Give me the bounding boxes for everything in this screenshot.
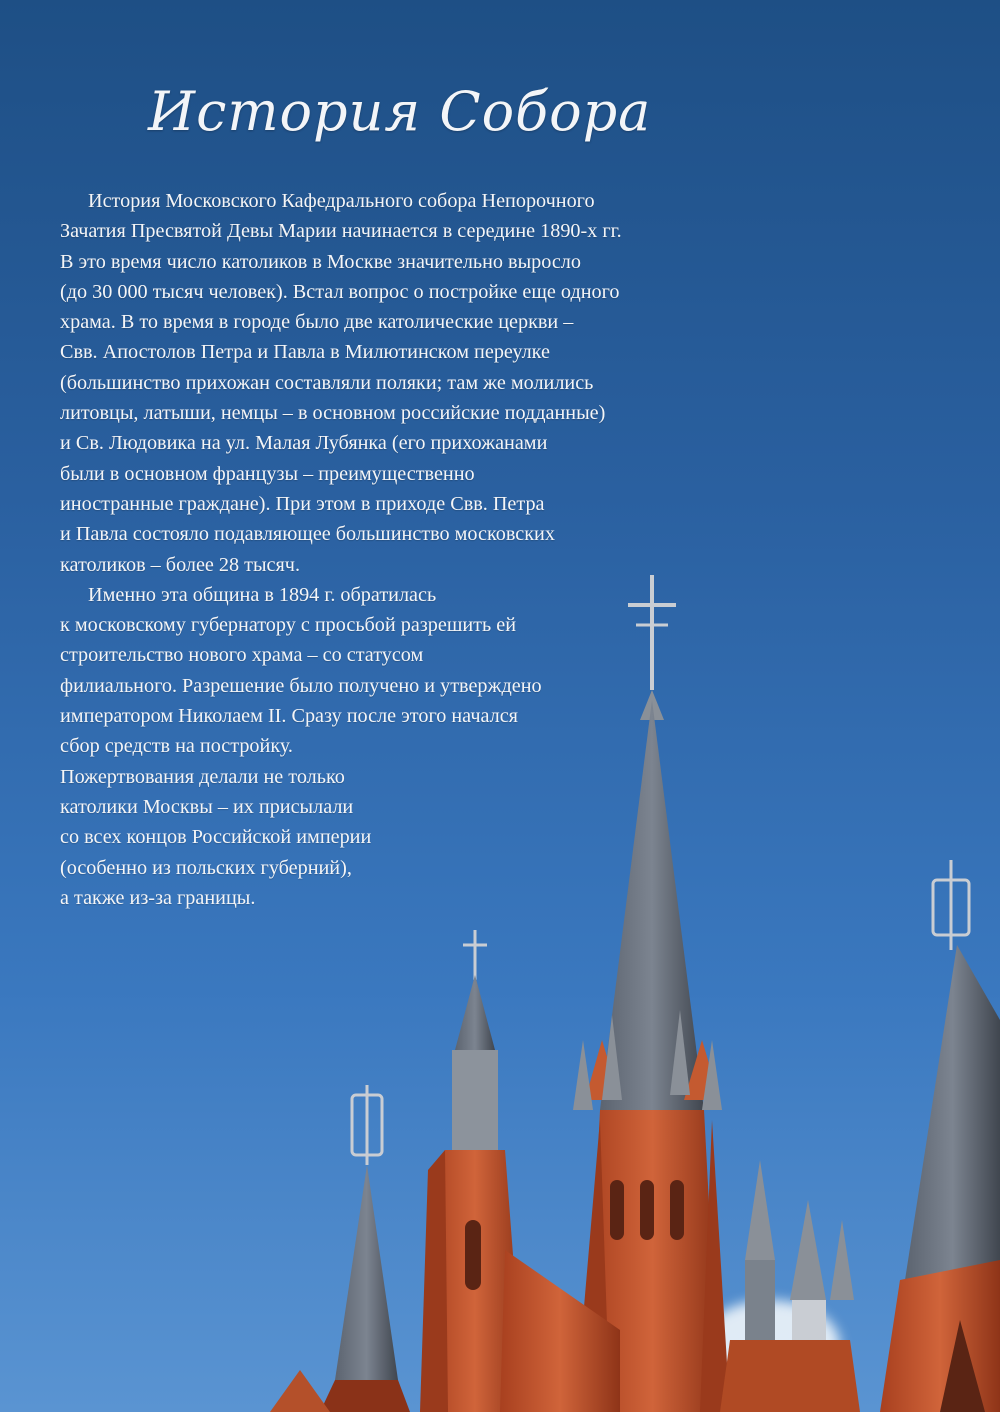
text-line: История Московского Кафедрального собора Непорочного [88,190,595,212]
text-line: императором Николаем II. Сразу после этого начался [60,705,518,728]
text-line: иностранные граждане). При этом в приходе Свв. Петра [60,492,545,515]
right-spires [720,1160,860,1412]
text-line: были в основном французы – преимущественно [60,462,475,485]
text-line: католиков – более 28 тысяч. [60,553,301,576]
text-line: к московскому губернатору с просьбой разрешить ей [60,614,517,637]
text-line: и Павла состояло подавляющее большинство московских [60,523,555,546]
article-body [60,186,680,913]
paragraph-2 [60,580,680,913]
far-left-spire [320,1085,410,1412]
text-line: Пожертвования делали не только [60,765,345,788]
text-line: сбор средств на постройку. [60,735,293,758]
text-line: и Св. Людовика на ул. Малая Лубянка (его прихожанами [60,432,548,455]
text-line: Зачатия Пресвятой Девы Марии начинается в середине 1890-х гг. [60,220,622,243]
text-line: Свв. Апостолов Петра и Павла в Милютинском переулке [60,341,550,364]
text-line: храма. В то время в городе было две католические церкви – [60,311,574,334]
text-line: а также из-за границы. [60,886,256,909]
text-line: католики Москвы – их присылали [60,795,354,818]
text-line: со всех концов Российской империи [60,826,372,849]
text-line: Именно эта община в 1894 г. обратилась [88,583,437,606]
paragraph-1 [60,186,680,580]
text-line: (до 30 000 тысяч человек). Встал вопрос о постройке еще одного [60,280,620,303]
text-line: (особенно из польских губерний), [60,856,352,879]
far-right-spire [880,860,1000,1412]
text-line: строительство нового храма – со статусом [60,644,424,667]
text-line: (большинство прихожан составляли поляки; там же молились [60,371,594,394]
text-line: В это время число католиков в Москве значительно выросло [60,250,581,273]
text-line: литовцы, латыши, немцы – в основном российские подданные) [60,402,606,425]
text-line: филиального. Разрешение было получено и утверждено [60,674,542,697]
page-title: История Собора [148,80,652,143]
